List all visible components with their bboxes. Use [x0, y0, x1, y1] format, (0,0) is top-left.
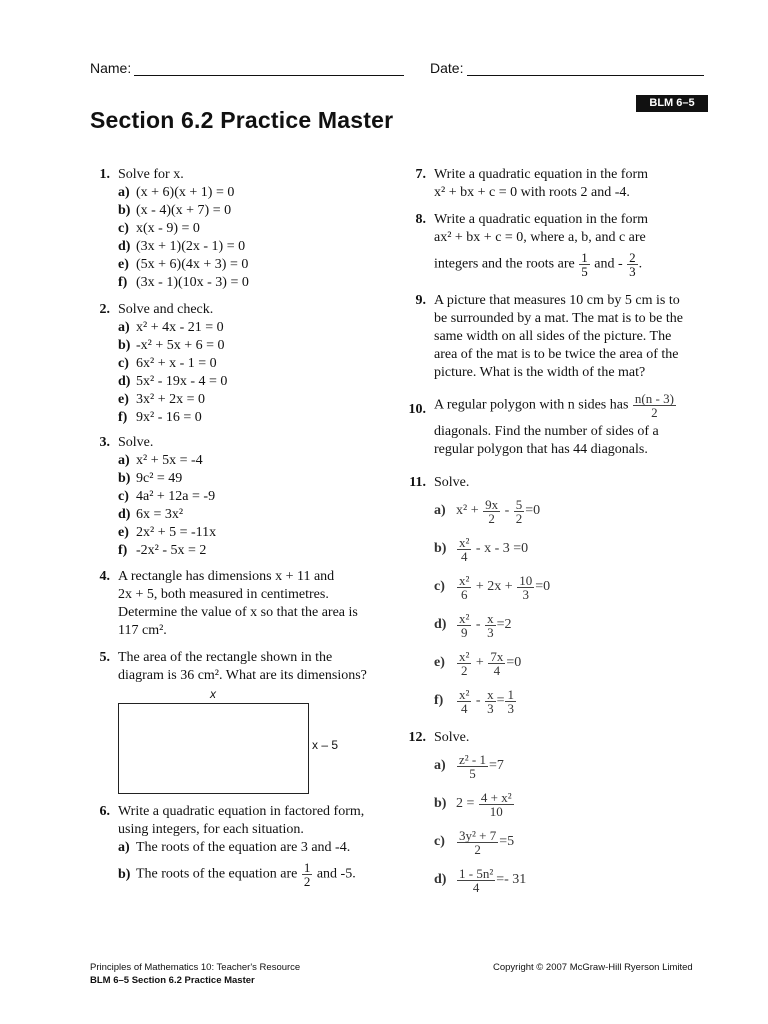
question-line: Determine the value of x so that the area is: [118, 605, 358, 620]
question-number: 9.: [415, 293, 426, 308]
part-d: d) (3x + 1)(2x - 1) = 0: [118, 239, 246, 254]
part-b: b) The roots of the equation are $\frac{1}{2}$ and -5.: [118, 860, 356, 889]
question-text: Solve.: [434, 475, 470, 490]
question-text: Solve and check.: [118, 302, 214, 317]
part-a: a) x² + 4x - 21 = 0: [118, 320, 224, 335]
page-title: Section 6.2 Practice Master: [90, 107, 394, 133]
part-f: f) 9x² - 16 = 0: [118, 410, 202, 425]
question-line: The area of the rectangle shown in the: [118, 650, 333, 665]
blm-badge: BLM 6–5: [636, 95, 708, 112]
question-line: diagram is 36 cm². What are its dimensions?: [118, 668, 367, 683]
part-a: a) (x + 6)(x + 1) = 0: [118, 185, 235, 200]
part-c: c) $\frac{\text{3y² + 7}}{2}$ =5: [434, 827, 515, 857]
part-b: b) 9c² = 49: [118, 471, 183, 486]
question-line: same width on all sides of the picture. The: [434, 329, 672, 344]
question-number: 11.: [409, 475, 426, 490]
question-number: 10.: [408, 402, 426, 417]
part-e: e) $\frac{\text{x²}}{2}$ + $\frac{7x}{4}$ =0: [434, 648, 522, 678]
date-line[interactable]: [467, 75, 704, 76]
part-a: a) x² + 5x = -4: [118, 453, 203, 468]
question-number: 6.: [99, 804, 110, 819]
footer-copyright: Copyright © 2007 McGraw-Hill Ryerson Limited: [493, 962, 693, 973]
part-e: e) (5x + 6)(4x + 3) = 0: [118, 257, 249, 272]
question-number: 12.: [408, 730, 426, 745]
question-number: 7.: [415, 167, 426, 182]
part-e: e) 3x² + 2x = 0: [118, 392, 205, 407]
question-line: using integers, for each situation.: [118, 822, 304, 837]
part-a: a) The roots of the equation are 3 and -4.: [118, 840, 351, 855]
part-d: d) $\frac{\text{x²}}{9}$ - $\frac{x}{3}$ =2: [434, 610, 512, 640]
part-c: c) $\frac{\text{x²}}{6}$ + 2x + $\frac{10}{3}$ =0: [434, 572, 551, 602]
part-c: c) x(x - 9) = 0: [118, 221, 200, 236]
part-c: c) 6x² + x - 1 = 0: [118, 356, 217, 371]
question-number: 1.: [99, 167, 110, 182]
question-line: A rectangle has dimensions x + 11 and: [118, 569, 335, 584]
question-text: Solve for x.: [118, 167, 184, 182]
fraction: $\frac{n(n - 3)}{2}$: [634, 391, 674, 420]
footer-blm-title: BLM 6–5 Section 6.2 Practice Master: [90, 975, 255, 986]
part-a: a) $\frac{\text{z² - 1}}{5}$ =7: [434, 751, 504, 781]
part-a: a) x² + $\frac{9x}{2}$ - $\frac{5}{2}$ =0: [434, 496, 541, 526]
question-number: 5.: [99, 650, 110, 665]
part-f: f) (3x - 1)(10x - 3) = 0: [118, 275, 249, 290]
footer-source: Principles of Mathematics 10: Teacher's Resource: [90, 962, 301, 973]
question-text: Solve.: [434, 730, 470, 745]
part-b: b) $\frac{\text{x²}}{4}$ - x - 3 =0: [434, 534, 529, 564]
part-b: b) (x - 4)(x + 7) = 0: [118, 203, 232, 218]
question-line: Write a quadratic equation in factored form,: [118, 804, 365, 819]
question-line: diagonals. Find the number of sides of a: [434, 424, 659, 439]
part-b: b) 2 = $\frac{\text{4 + x²}}{10}$: [434, 789, 512, 819]
question-line: regular polygon that has 44 diagonals.: [434, 442, 648, 457]
question-line: ax² + bx + c = 0, where a, b, and c are: [434, 230, 646, 245]
question-line: integers and the roots are $\frac{1}{5}$ and - $\frac{2}{3}$ .: [434, 250, 643, 279]
question-line: 117 cm².: [118, 623, 167, 638]
part-e: e) 2x² + 5 = -11x: [118, 525, 217, 540]
question-line: Write a quadratic equation in the form: [434, 212, 649, 227]
question-line: A picture that measures 10 cm by 5 cm is to: [434, 293, 680, 308]
fraction: $\frac{1}{2}$: [303, 860, 311, 889]
part-d: d) 6x = 3x²: [118, 507, 184, 522]
question-line: Write a quadratic equation in the form: [434, 167, 649, 182]
part-c: c) 4a² + 12a = -9: [118, 489, 216, 504]
question-number: 8.: [415, 212, 426, 227]
question-line: area of the mat is to be twice the area of the: [434, 347, 679, 362]
fraction: $\frac{1}{5}$: [581, 250, 588, 279]
part-f: f) $\frac{\text{x²}}{4}$ - $\frac{x}{3}$ = $\frac{1}{3}$: [434, 686, 514, 716]
question-line: be surrounded by a mat. The mat is to be the: [434, 311, 683, 326]
name-line[interactable]: [134, 75, 404, 76]
question-line: x² + bx + c = 0 with roots 2 and -4.: [434, 185, 630, 200]
question-number: 2.: [99, 302, 110, 317]
part-f: f) -2x² - 5x = 2: [118, 543, 207, 558]
name-label: Name:: [90, 60, 132, 76]
question-line: picture. What is the width of the mat?: [434, 365, 646, 380]
date-label: Date:: [430, 60, 464, 76]
question-number: 4.: [99, 569, 110, 584]
question-line: A regular polygon with n sides has $\frac{n(n - 3)}{2}$: [434, 391, 674, 420]
question-text: Solve.: [118, 435, 154, 450]
part-b: b) -x² + 5x + 6 = 0: [118, 338, 225, 353]
part-d: d) 5x² - 19x - 4 = 0: [118, 374, 228, 389]
question-number: 3.: [99, 435, 110, 450]
question-line: 2x + 5, both measured in centimetres.: [118, 587, 329, 602]
diagram-height-label: x – 5: [312, 738, 339, 752]
fraction: $\frac{2}{3}$: [629, 250, 636, 279]
part-d: d) $\frac{\text{1 - 5n²}}{4}$ =- 31: [434, 865, 527, 895]
diagram-width-label: x: [210, 687, 216, 701]
rectangle-diagram: [118, 703, 309, 794]
